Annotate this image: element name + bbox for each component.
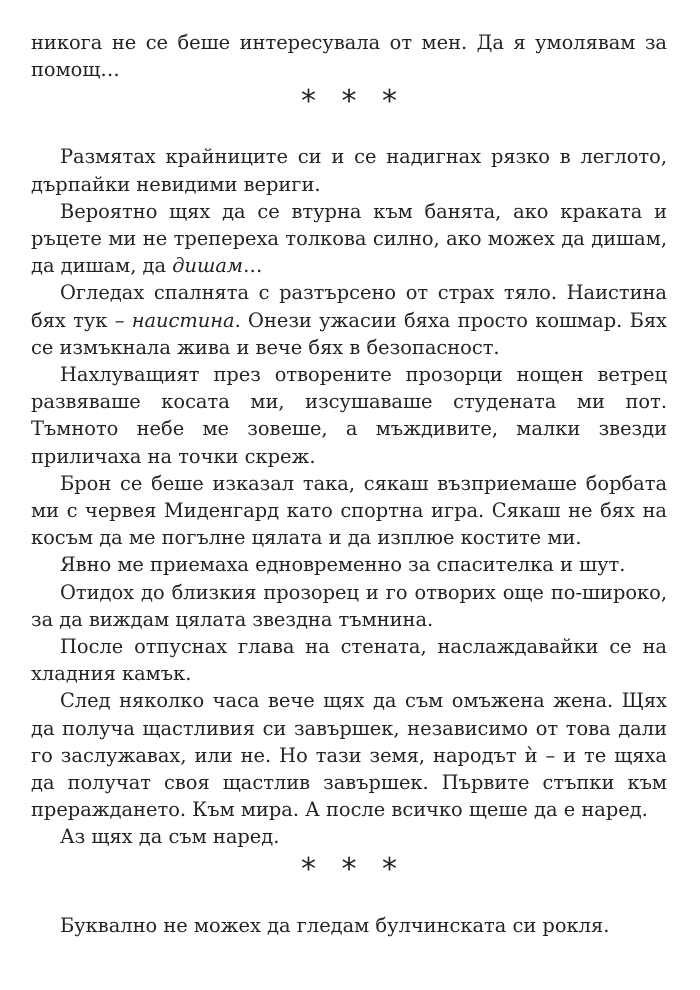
paragraph bbox=[31, 279, 667, 361]
text-run: Огледах спалнята с разтърсено от страх тяло. Наистина бях тук – bbox=[31, 281, 667, 332]
paragraph: Аз щях да съм наред. bbox=[60, 825, 280, 849]
section-separator: * * * bbox=[300, 851, 406, 887]
paragraph-continued: никога не се беше интересувала от мен. Да я умолявам за помощ… bbox=[31, 31, 667, 82]
paragraph: Нахлуващият през отворените прозорци нощен ветрец развяваше косата ми, изсушаваше студената ми пот. Тъмното небе ме зовеше, а мъждивите, малки звезди приличаха на точки скреж. bbox=[31, 363, 667, 468]
paragraph: Брон се беше изказал така, сякаш възприемаше борбата ми с червея Миденгард като спортна игра. Сякаш не бях на косъм да ме погълне цялата и да изплюе костите ми. bbox=[31, 471, 667, 550]
paragraph bbox=[31, 198, 667, 280]
paragraph: После отпуснах глава на стената, наслаждавайки се на хладния камък. bbox=[31, 635, 667, 686]
book-page bbox=[31, 29, 667, 939]
paragraph: Буквално не можех да гледам булчинската си рокля. bbox=[60, 913, 610, 937]
section-separator: * * * bbox=[300, 84, 406, 120]
emphasis-text: дишам bbox=[172, 254, 243, 278]
paragraph: Размятах крайниците си и се надигнах рязко в леглото, дърпайки невидими вериги. bbox=[31, 145, 667, 196]
emphasis-text: наистина bbox=[131, 308, 235, 332]
paragraph: След няколко часа вече щях да съм омъжена жена. Щях да получа щастливия си завършек, независимо от това дали го заслужавах, или не. Но тази земя, народът ѝ – и те щяха да получат своя щастлив завършек. Първите стъпки към прераждането. Към мира. А после всичко щеше да е наред. bbox=[31, 689, 667, 822]
paragraph: Явно ме приемаха едновременно за спасителка и шут. bbox=[60, 553, 626, 577]
paragraph: Отидох до близкия прозорец и го отворих още по-широко, за да виждам цялата звездна тъмнина. bbox=[31, 580, 667, 631]
text-run: … bbox=[243, 254, 263, 278]
text-run: Вероятно щях да се втурна към банята, ако краката и ръцете ми не трепереха толкова силно, ако можех да дишам, да дишам, да bbox=[31, 199, 667, 278]
text-run: . Онези ужасии бяха просто кошмар. Бях се измъкнала жива и вече бях в безопасност. bbox=[31, 308, 667, 359]
